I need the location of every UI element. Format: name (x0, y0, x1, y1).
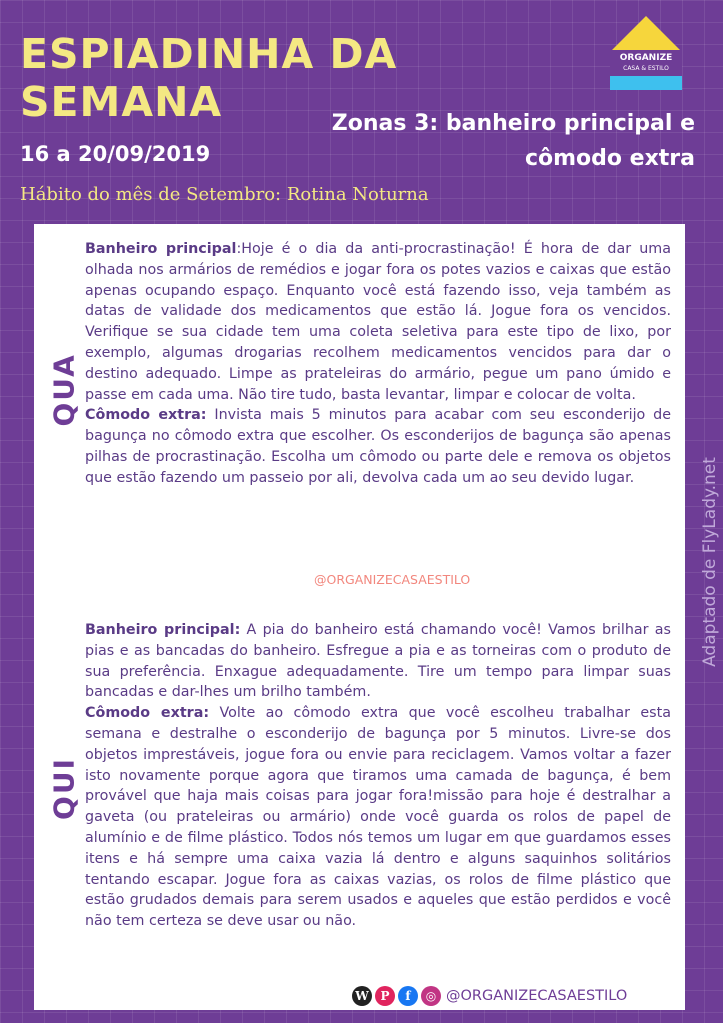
social-handle[interactable]: @ORGANIZECASAESTILO (446, 988, 628, 1004)
side-credit: Adaptado de FlyLady.net (700, 457, 720, 667)
title-line-1: ESPIADINHA DA (20, 30, 398, 78)
qua-extra-heading: Cômodo extra: (85, 407, 207, 424)
watermark-handle: @ORGANIZECASAESTILO (314, 572, 471, 587)
qua-bathroom-heading: Banheiro principal (85, 241, 237, 257)
content-card (34, 224, 685, 1010)
day-label-qui: QUI (47, 757, 81, 820)
day-qua-text (85, 239, 671, 489)
logo-box (610, 50, 682, 76)
instagram-icon[interactable]: ◎ (421, 986, 441, 1006)
logo-line-1: ORGANIZE (619, 53, 673, 63)
facebook-icon[interactable]: f (398, 986, 418, 1006)
qui-bathroom-body: A pia do banheiro está chamando você! Vamos brilhar as pias e as bancadas do banheiro. Esfregue a pia e as torneiras com o produto de sua preferência. Enxague adequadamente. Tire um tempo para limpar suas bancadas e dar-lhes um brilho também. (85, 622, 672, 701)
qui-bathroom-heading: Banheiro principal: (85, 622, 241, 638)
qui-extra-heading: Cômodo extra: (85, 705, 210, 722)
title-line-2: SEMANA (20, 78, 223, 126)
qui-extra-body: Volte ao cômodo extra que você escolheu trabalhar esta semana e destralhe o esconderijo de bagunça por 5 minutos. Livre-se dos objetos imprestáveis, jogue fora ou envie para reciclagem. Vamos voltar a fazer isto novamente porque agora que tiramos uma camada de bagunça, é bem provável que haja mais coisas para jogar fora!missão para hoje é destralhar a gaveta (ou prateleiras ou armário) onde você guarda os rolos de papel de alumínio e de filme plástico. Todos nós temos um lugar em que guardamos esses itens e há sempre uma caixa vazia lá dentro e alguns saquinhos solitários tentando escapar. Jogue fora as caixas vazias, os rolos de filme plástico que estão grudados demais para serem usados e aqueles que estão perdidos e você não tem certeza se deve usar ou não. (85, 705, 671, 930)
logo-bar (610, 76, 682, 90)
zone-line-1: Zonas 3: banheiro principal e (331, 111, 695, 136)
zone-subtitle (305, 106, 695, 176)
qua-bathroom-body: :Hoje é o dia da anti-procrastinação! É hora de dar uma olhada nos armários de remédios e jogar fora os potes vazios e caixas que estão apenas ocupando espaço. Enquanto você está fazendo isso, veja também as datas de validade dos medicamentos que estão lá. Jogue fora os vencidos. Verifique se sua cidade tem uma coleta seletiva para este tipo de lixo, por exemplo, algumas drogarias recolhem medicamentos vencidos para dar o destino adequado. Limpe as prateleiras do armário, pegue um pano úmido e passe em cada uma. Não tire tudo, basta levantar, limpar e colocar de volta. (85, 241, 671, 403)
pinterest-icon[interactable]: P (375, 986, 395, 1006)
logo-roof-icon (612, 16, 680, 50)
social-links (352, 986, 627, 1006)
logo-line-2: CASA & ESTILO (623, 65, 669, 72)
zone-line-2: cômodo extra (524, 146, 695, 171)
wordpress-icon[interactable]: W (352, 986, 372, 1006)
day-qui-text (85, 620, 671, 932)
logo (610, 16, 682, 90)
qua-extra-body: Invista mais 5 minutos para acabar com seu esconderijo de bagunça no cômodo extra que escolher. Os esconderijos de bagunça são apenas pilhas de procrastinação. Escolha um cômodo ou parte dele e remova os objetos que estão fazendo um passeio por ali, devolva cada um ao seu devido lugar. (85, 407, 671, 486)
day-label-qua: QUA (47, 353, 81, 427)
date-range: 16 a 20/09/2019 (20, 142, 211, 166)
habit-of-month: Hábito do mês de Setembro: Rotina Noturna (20, 184, 429, 205)
